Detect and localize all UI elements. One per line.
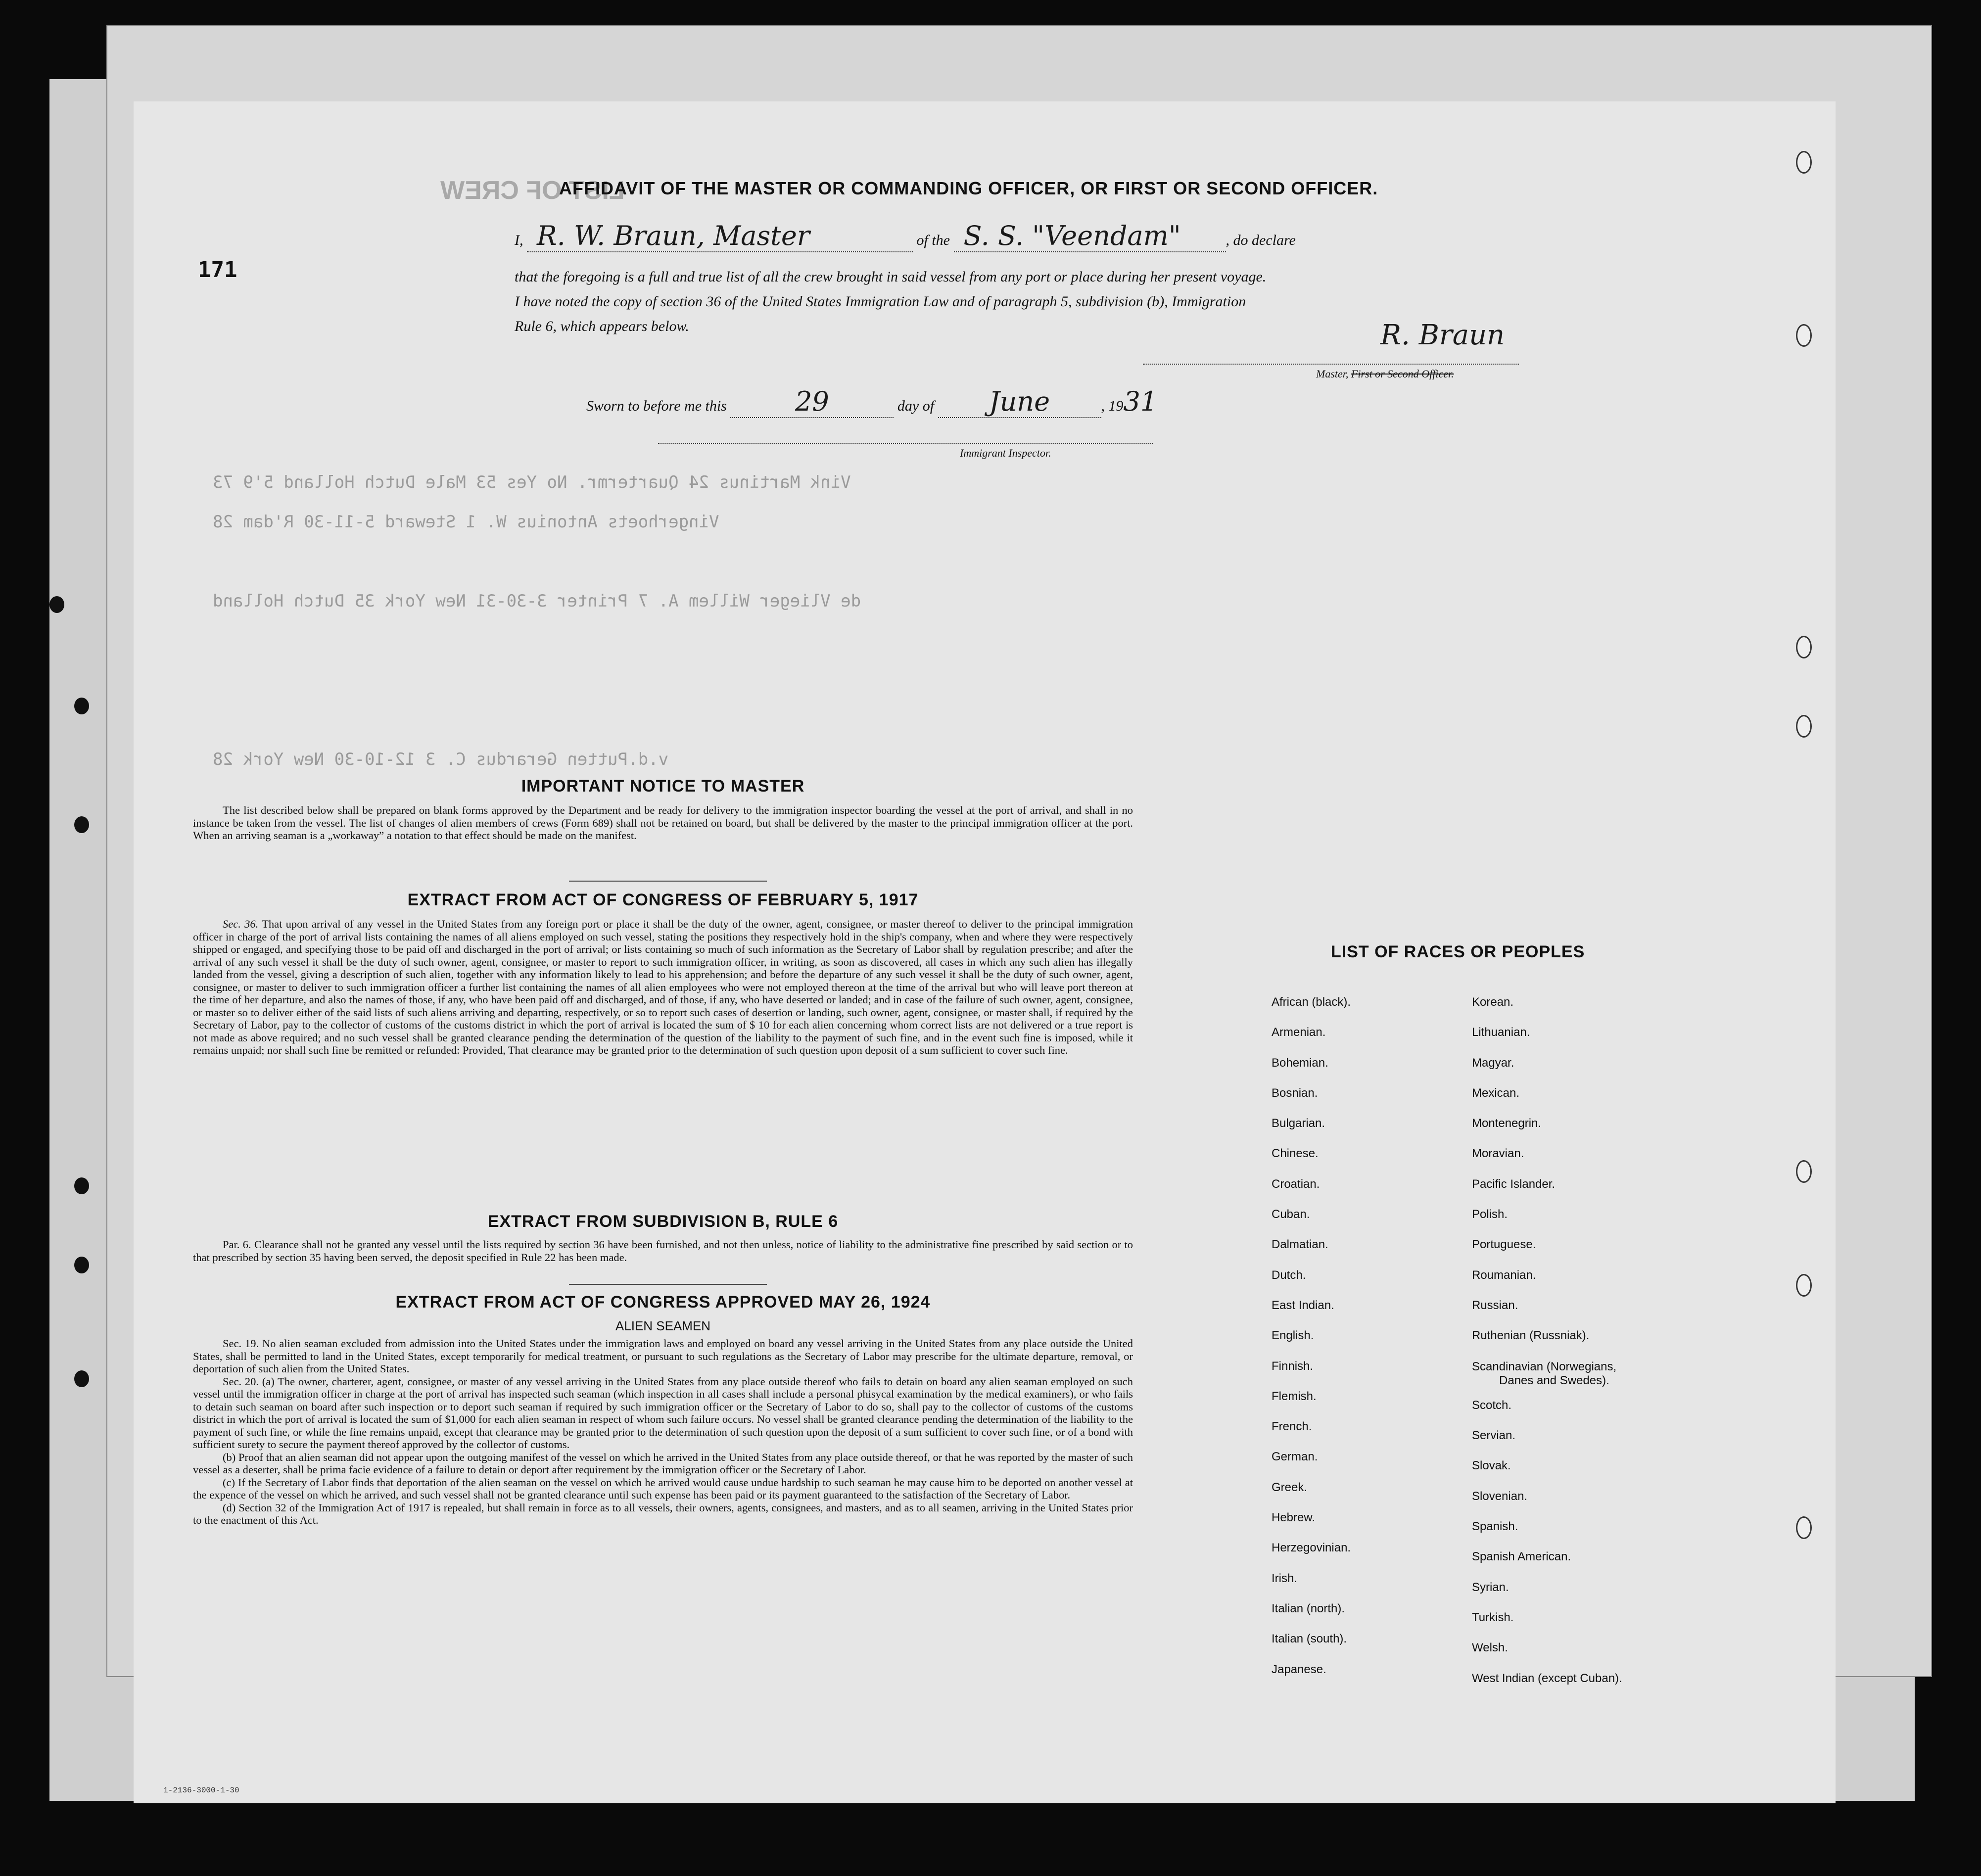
race-item: Armenian.: [1272, 1026, 1326, 1039]
sec-20c-text: (c) If the Secretary of Labor finds that deportation of the alien seaman on the vessel on which he arrived would cause undue hardship to such seaman he may cause him to be deported on another vessel at the expence of the vessel on which he arrived, and such vessel shall not be granted clearance until such expense has been paid or its payment guaranteed to the satisfaction of the Secretary of Labor.: [193, 1476, 1133, 1501]
affidavit-line-2: that the foregoing is a full and true list of all the crew brought in said vessel from any port or place during her present voyage.: [515, 269, 1267, 285]
affidavit-of-the: of the: [916, 232, 950, 248]
sworn-line: [586, 386, 1157, 418]
race-item: Dalmatian.: [1272, 1238, 1328, 1252]
race-item: Slovak.: [1472, 1459, 1511, 1473]
affidavit-page: [134, 101, 1836, 1803]
sworn-year: 31: [1123, 386, 1158, 417]
race-item: Finnish.: [1272, 1359, 1314, 1373]
punch-hole: [1796, 636, 1812, 658]
sec-20a-text: Sec. 20. (a) The owner, charterer, agent, consignee, or master of any vessel arriving in the United States from any place outside thereof who fails to detain on board any alien seaman employed on such vessel until the immigration officer in charge at the port of arrival has inspected such seaman (which inspection in all cases shall include a personal phisycal examination by the medical examiners), or who fails to detain such seaman on board after such inspection or to deport such seaman if required by such immigration officer or the Secretary of Labor to do so, shall pay to the collector of customs of the customs district in which the port of arrival is located the sum of $1,000 for each alien seaman in respect of whom such failure occurs. No vessel shall be granted clearance pending the determination of the liability to the payment of such fine, or while the fine remains unpaid, except that clearance may be granted prior to the determination of such question upon the deposit of a sum sufficient to cover such fine, or of a bond with sufficient surety to secure the payment thereof approved by the collector of customs.: [193, 1375, 1133, 1451]
punch-hole: [1796, 324, 1812, 347]
race-item: Polish.: [1472, 1208, 1508, 1221]
race-item-continued: Danes and Swedes).: [1499, 1373, 1609, 1387]
master-name: R. W. Braun, Master: [527, 220, 913, 252]
punch-hole: [1796, 1274, 1812, 1297]
notice-body: [193, 804, 1133, 842]
binder-hole: [74, 1257, 89, 1273]
race-item: Spanish American.: [1472, 1550, 1571, 1564]
race-item: Greek.: [1272, 1480, 1308, 1494]
race-item: Scandinavian (Norwegians,: [1472, 1360, 1617, 1373]
race-item: East Indian.: [1272, 1298, 1334, 1312]
punch-hole: [1796, 1516, 1812, 1539]
extract-1917-title: EXTRACT FROM ACT OF CONGRESS OF FEBRUARY 5, 1917: [407, 891, 919, 909]
master-caption: [1316, 368, 1454, 380]
notice-title: IMPORTANT NOTICE TO MASTER: [521, 777, 805, 796]
signature-rule: [1143, 364, 1519, 365]
sworn-month: June: [938, 386, 1101, 418]
divider: [569, 881, 767, 882]
race-item: German.: [1272, 1450, 1318, 1464]
sworn-year-prefix: , 19: [1101, 398, 1124, 414]
extract-rule6-body: [193, 1238, 1133, 1264]
notice-text: The list described below shall be prepared on blank forms approved by the Department and be ready for delivery to the immigration inspector boarding the vessel at the port of arrival, and shall in no instance be taken from the vessel. The list of changes of alien members of crews (Form 689) shall not be retained on board, but shall be delivered by the master to the principal immigration officer at the port. When an arriving seaman is a „workaway” a notation to that effect should be made on the manifest.: [193, 804, 1133, 842]
inspector-caption: Immigrant Inspector.: [960, 447, 1051, 459]
bleed-through-heading: LIST OF CREW: [440, 176, 625, 205]
race-item: Cuban.: [1272, 1208, 1310, 1221]
race-item: Lithuanian.: [1472, 1026, 1530, 1039]
sec-19-text: Sec. 19. No alien seaman excluded from admission into the United States under the immigration laws and employed on board any vessel arriving in the United States from any place outside the United States, shall be permitted to land in the United States, except temporarily for medical treatment, or pursuant to such regulations as the Secretary of Labor may prescribe for the ultimate departure, removal, or deportation of such alien from the United States.: [193, 1337, 1133, 1375]
race-item: Flemish.: [1272, 1389, 1317, 1403]
race-item: Mexican.: [1472, 1086, 1520, 1100]
race-item: Welsh.: [1472, 1641, 1508, 1655]
bleed-through-row: v.d.Putten Gerardus C. 3 12-10-30 New York 28: [213, 750, 669, 769]
race-item: Portuguese.: [1472, 1238, 1536, 1252]
race-item: Scotch.: [1472, 1398, 1512, 1412]
race-item: African (black).: [1272, 995, 1351, 1009]
extract-1924-body: [193, 1337, 1133, 1527]
race-item: West Indian (except Cuban).: [1472, 1671, 1622, 1685]
race-item: Bulgarian.: [1272, 1117, 1325, 1130]
races-title: LIST OF RACES OR PEOPLES: [1331, 942, 1585, 961]
extract-1917-paragraph: [193, 918, 1133, 1057]
race-item: Pacific Islander.: [1472, 1177, 1556, 1191]
affidavit-line-1: [515, 220, 1296, 252]
binder-hole: [74, 1370, 89, 1387]
extract-1924-title: EXTRACT FROM ACT OF CONGRESS APPROVED MAY 26, 1924: [395, 1293, 931, 1312]
race-item: Italian (south).: [1272, 1632, 1347, 1646]
binder-hole: [74, 816, 89, 833]
bleed-through-row: de Vlieger Willem A. 7 Printer 3-30-31 New York 35 Dutch Holland: [213, 591, 861, 611]
race-item: Ruthenian (Russniak).: [1472, 1329, 1590, 1343]
inspector-signature-rule: [658, 443, 1153, 444]
race-item: Bohemian.: [1272, 1056, 1328, 1070]
sworn-prefix: Sworn to before me this: [586, 398, 727, 414]
bleed-through-row: Vingerhoets Antonius W. 1 Steward 5-11-30 R'dam 28: [213, 512, 719, 532]
extract-1924-subtitle: ALIEN SEAMEN: [615, 1318, 711, 1333]
race-item: English.: [1272, 1329, 1314, 1343]
race-item: Turkish.: [1472, 1610, 1514, 1624]
affidavit-line-3: I have noted the copy of section 36 of the United States Immigration Law and of paragraph 5, subdivision (b), Immigration: [515, 293, 1246, 310]
form-number: 1-2136-3000-1-30: [163, 1786, 239, 1795]
binder-hole: [49, 596, 64, 613]
sworn-day-of: day of: [897, 398, 935, 414]
race-item: Italian (north).: [1272, 1601, 1345, 1615]
punch-hole: [1796, 151, 1812, 174]
extract-1917-body: [193, 918, 1133, 1057]
master-label: Master,: [1316, 368, 1349, 380]
race-item: Herzegovinian.: [1272, 1541, 1351, 1555]
race-item: Spanish.: [1472, 1520, 1518, 1534]
race-item: Syrian.: [1472, 1580, 1509, 1594]
page-number: 171: [198, 257, 237, 282]
punch-hole: [1796, 1160, 1812, 1183]
divider: [569, 1284, 767, 1285]
extract-rule6-title: EXTRACT FROM SUBDIVISION B, RULE 6: [487, 1212, 839, 1231]
race-item: Bosnian.: [1272, 1086, 1318, 1100]
bleed-through-row: Vink Martinus 24 Quartermr. No Yes 53 Male Dutch Holland 5'9 73: [213, 472, 851, 492]
race-item: Dutch.: [1272, 1268, 1306, 1282]
race-item: Irish.: [1272, 1571, 1298, 1585]
race-item: Chinese.: [1272, 1147, 1319, 1161]
sec-20b-text: (b) Proof that an alien seaman did not appear upon the outgoing manifest of the vessel on which he arrived in the United States from any place outside thereof, or that he was reported by the master of such vessel as a deserter, shall be prima facie evidence of a failure to detain or deport after requirement by the immigration officer or the Secretary of Labor.: [193, 1451, 1133, 1476]
race-item: Russian.: [1472, 1298, 1518, 1312]
punch-hole: [1796, 715, 1812, 738]
binder-hole: [74, 698, 89, 714]
race-item: Korean.: [1472, 995, 1514, 1009]
binder-hole: [74, 1177, 89, 1194]
master-signature: R. Braun: [1380, 319, 1505, 351]
race-item: Slovenian.: [1472, 1489, 1528, 1503]
affidavit-line-4: Rule 6, which appears below.: [515, 318, 689, 334]
vessel-name: S. S. "Veendam": [954, 220, 1226, 252]
officer-label-struck: First or Second Officer.: [1351, 368, 1454, 380]
race-item: Moravian.: [1472, 1147, 1524, 1161]
race-item: Croatian.: [1272, 1177, 1320, 1191]
race-item: Magyar.: [1472, 1056, 1514, 1070]
races-right-column: [1472, 987, 1622, 1693]
race-item: Servian.: [1472, 1429, 1516, 1443]
races-left-column: [1272, 987, 1351, 1685]
race-item: Roumanian.: [1472, 1268, 1536, 1282]
rule6-text: Par. 6. Clearance shall not be granted any vessel until the lists required by section 36 have been furnished, and not then unless, notice of liability to the administrative fine prescribed by said section or to that prescribed by section 35 having been served, the deposit specified in Rule 22 has been made.: [193, 1238, 1133, 1264]
sec-36-label: Sec. 36.: [223, 918, 259, 930]
race-item: Montenegrin.: [1472, 1117, 1542, 1130]
affidavit-declare: , do declare: [1226, 232, 1296, 248]
sec-36-text: That upon arrival of any vessel in the United States from any foreign port or place it shall be the duty of the owner, agent, consignee, or master thereof to deliver to the principal immigration officer in charge of the port of arrival lists containing the names of all aliens employed on such vessel, stating the positions they respectively hold in the ship's company, when and where they were respectively shipped or engaged, and specifying those to be paid off and discharged in the port of arrival; or lists containing so much of such information as the Secretary of Labor shall by regulation prescribe; and after the arrival of any such vessel it shall be the duty of such owner, agent, consignee, or master to report to such immigration officer, in writing, as soon as discovered, all cases in which any such alien has illegally landed from the vessel, giving a description of such alien, together with any information likely to lead to his apprehension; and before the departure of any such vessel it shall be the duty of such owner, agent, consignee, or master to deliver to such immigration officer a further list containing the names of all alien employees who were not employed thereon at the time of the arrival but who will leave port thereon at the time of her departure, and also the names of those, if any, who have been paid off and discharged, and of those, if any, who have deserted or landed; and in case of the failure of such owner, agent, consignee, or master so to deliver either of the said lists of such aliens arriving and departing, respectively, or so to report such cases of desertion or landing, such owner, agent, consignee, or master shall, if required by the Secretary of Labor, pay to the collector of customs of the customs district in which the port of arrival is located the sum of $ 10 for each alien concerning whom correct lists are not delivered or a true report is not made as above required; and no such vessel shall be granted clearance pending the determination of the question of the liability to the payment of such fine, and in the event such fine is imposed, while it remains unpaid; nor shall such fine be remitted or refunded: Provided, That clearance may be granted prior to the determination of such question upon deposit of a sum sufficient to cover such fine.: [193, 918, 1133, 1056]
race-item: Hebrew.: [1272, 1511, 1316, 1525]
race-item: Japanese.: [1272, 1662, 1326, 1676]
affidavit-i: I,: [515, 232, 523, 248]
sec-20d-text: (d) Section 32 of the Immigration Act of 1917 is repealed, but shall remain in force as to all vessels, their owners, agents, consignees, and masters, and as to all seamen, arriving in the United States prior to the enactment of this Act.: [193, 1501, 1133, 1526]
affidavit-title: AFFIDAVIT OF THE MASTER OR COMMANDING OFFICER, OR FIRST OR SECOND OFFICER.: [559, 178, 1378, 198]
race-item-scandinavian: [1472, 1351, 1622, 1390]
race-item: French.: [1272, 1420, 1312, 1434]
sworn-day: 29: [730, 386, 894, 418]
